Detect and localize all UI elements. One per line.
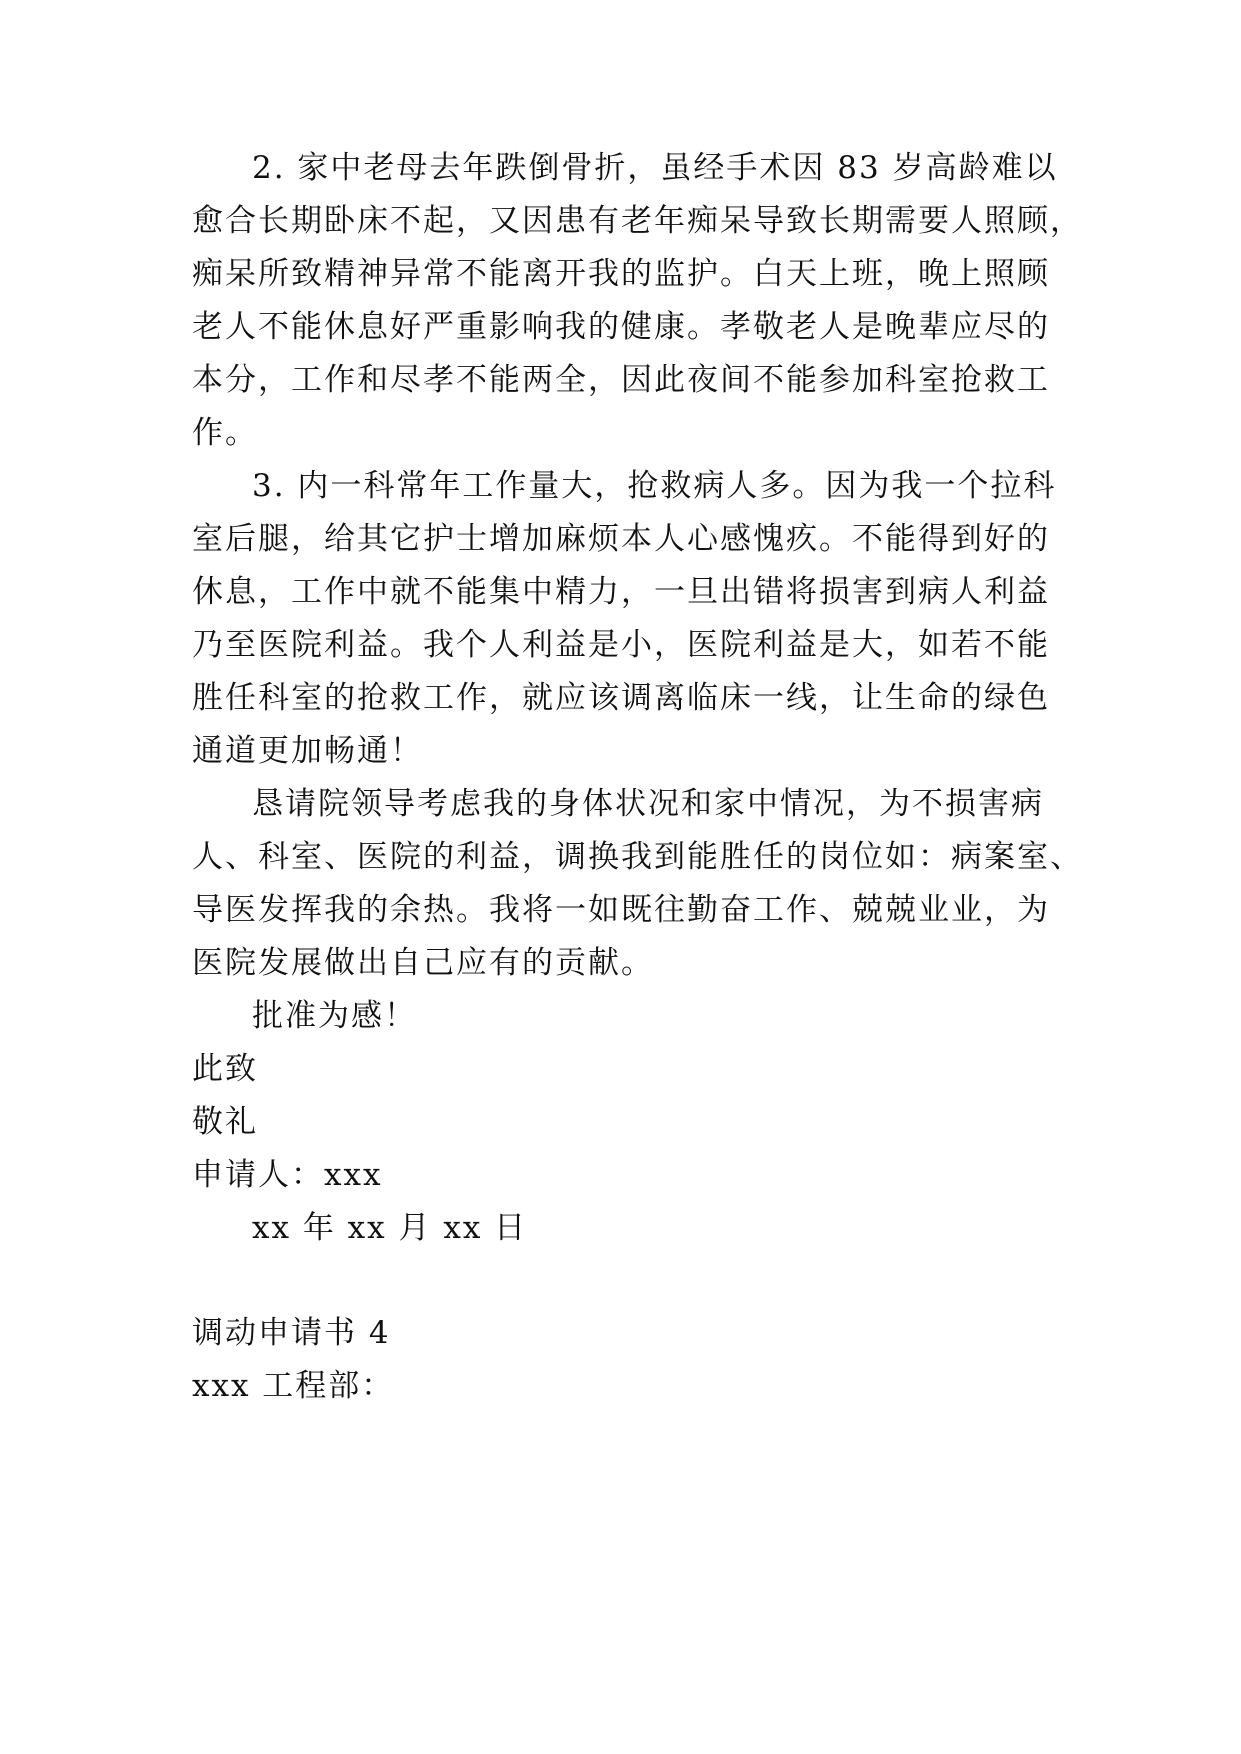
date-line: xx 年 xx 月 xx 日 bbox=[252, 1210, 528, 1246]
request-line-2: 人、科室、医院的利益，调换我到能胜任的岗位如：病案室、 bbox=[192, 839, 1083, 875]
closing-jing-li: 敬礼 bbox=[192, 1104, 258, 1140]
paragraph-3-line-4: 乃至医院利益。我个人利益是小，医院利益是大，如若不能 bbox=[192, 627, 1050, 663]
paragraph-2-line-6: 作。 bbox=[192, 415, 258, 451]
paragraph-3-line-1: 3. 内一科常年工作量大，抢救病人多。因为我一个拉科 bbox=[252, 468, 1057, 504]
paragraph-2-line-2: 愈合长期卧床不起，又因患有老年痴呆导致长期需要人照顾， bbox=[192, 203, 1083, 239]
next-document-recipient: xxx 工程部： bbox=[192, 1368, 395, 1404]
paragraph-3-line-6: 通道更加畅通！ bbox=[192, 733, 423, 769]
paragraph-3-line-2: 室后腿，给其它护士增加麻烦本人心感愧疚。不能得到好的 bbox=[192, 521, 1050, 557]
paragraph-3-line-5: 胜任科室的抢救工作，就应该调离临床一线，让生命的绿色 bbox=[192, 680, 1050, 716]
closing-ci-zhi: 此致 bbox=[192, 1051, 258, 1087]
request-line-1: 恳请院领导考虑我的身体状况和家中情况，为不损害病 bbox=[252, 786, 1044, 822]
approval-line: 批准为感！ bbox=[252, 998, 417, 1034]
next-document-title: 调动申请书 4 bbox=[192, 1315, 391, 1351]
applicant-line: 申请人：xxx bbox=[192, 1157, 383, 1193]
paragraph-2-line-4: 老人不能休息好严重影响我的健康。孝敬老人是晚辈应尽的 bbox=[192, 309, 1050, 345]
paragraph-3-line-3: 休息，工作中就不能集中精力，一旦出错将损害到病人利益 bbox=[192, 574, 1050, 610]
request-line-4: 医院发展做出自己应有的贡献。 bbox=[192, 945, 654, 981]
paragraph-2-line-5: 本分，工作和尽孝不能两全，因此夜间不能参加科室抢救工 bbox=[192, 362, 1050, 398]
paragraph-2-line-1: 2. 家中老母去年跌倒骨折，虽经手术因 83 岁高龄难以 bbox=[252, 150, 1058, 186]
request-line-3: 导医发挥我的余热。我将一如既往勤奋工作、兢兢业业，为 bbox=[192, 892, 1050, 928]
paragraph-2-line-3: 痴呆所致精神异常不能离开我的监护。白天上班，晚上照顾 bbox=[192, 256, 1050, 292]
